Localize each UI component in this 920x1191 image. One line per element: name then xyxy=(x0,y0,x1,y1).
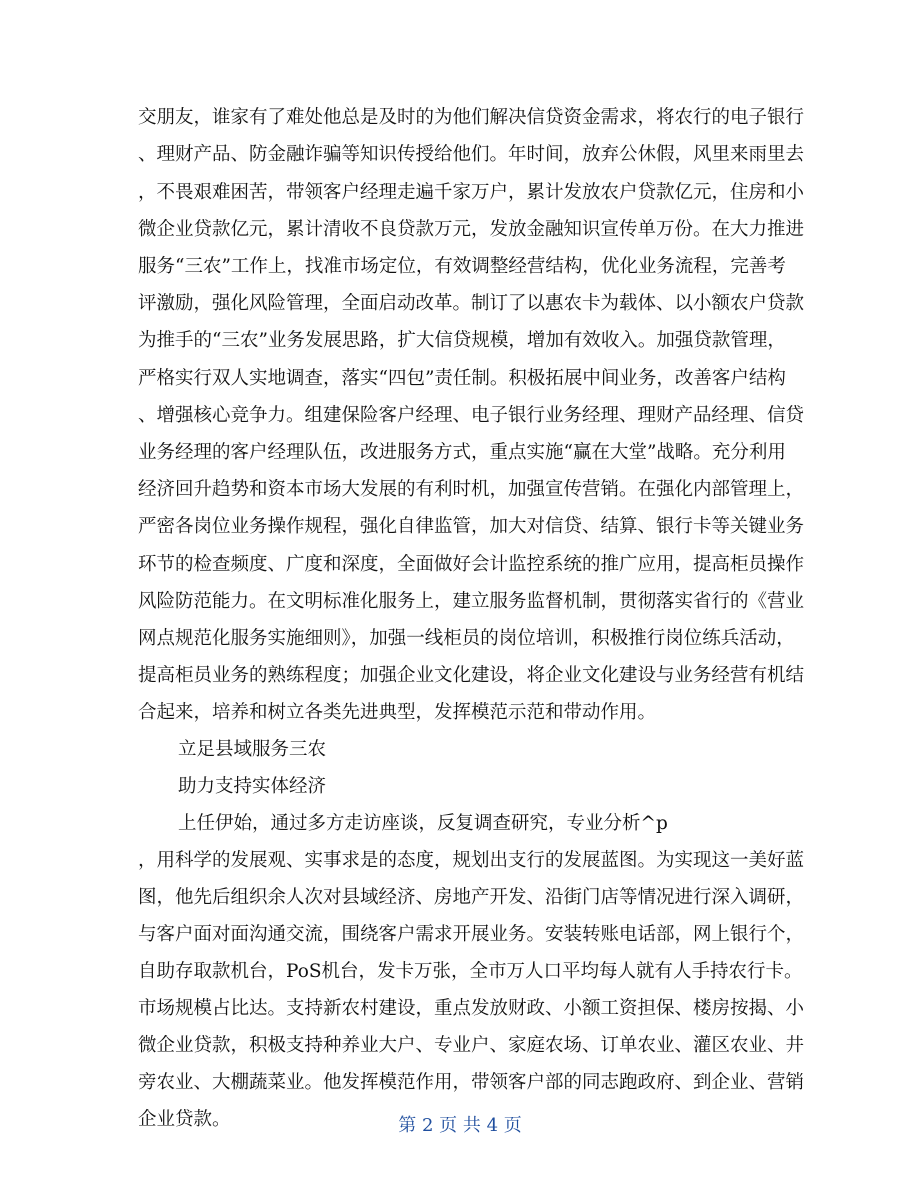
text-line-7: 为推手的“三农”业务发展思路，扩大信贷规模，增加有效收入。加强贷款管理， xyxy=(138,330,786,351)
text-line-24: 自助存取款机台，PoS机台，发卡万张，全市万人口平均每人就有人手持农行卡。 xyxy=(138,961,803,982)
text-line-3: ，不畏艰难困苦，带领客户经理走遍千家万户，累计发放农户贷款亿元，住房和小 xyxy=(138,182,805,203)
text-line-9: 、增强核心竞争力。组建保险客户经理、电子银行业务经理、理财产品经理、信贷 xyxy=(138,405,805,426)
text-line-14: 风险防范能力。在文明标准化服务上，建立服务监督机制，贯彻落实省行的《营业 xyxy=(138,591,805,612)
text-line-16: 提高柜员业务的熟练程度；加强企业文化建设，将企业文化建设与业务经营有机结 xyxy=(138,665,805,686)
text-line-10: 业务经理的客户经理队伍，改进服务方式，重点实施“赢在大堂”战略。充分利用 xyxy=(138,442,786,463)
text-line-6: 评激励，强化风险管理，全面启动改革。制订了以惠农卡为载体、以小额农户贷款 xyxy=(138,293,805,314)
text-line-27: 旁农业、大棚蔬菜业。他发挥模范作用，带领客户部的同志跑政府、到企业、营销 xyxy=(138,1072,805,1093)
text-line-20: 上任伊始，通过多方走访座谈，反复调查研究，专业分析^p xyxy=(178,813,668,834)
text-line-13: 环节的检查频度、广度和深度，全面做好会计监控系统的推广应用，提高柜员操作 xyxy=(138,554,805,575)
text-line-5: 服务“三农”工作上，找准市场定位，有效调整经营结构，优化业务流程，完善考 xyxy=(138,256,786,277)
text-line-25: 市场规模占比达。支持新农村建设，重点发放财政、小额工资担保、楼房按揭、小 xyxy=(138,998,805,1019)
text-line-23: 与客户面对面沟通交流，围绕客户需求开展业务。安装转账电话部，网上银行个， xyxy=(138,924,805,945)
text-line-2: 、理财产品、防金融诈骗等知识传授给他们。年时间，放弃公休假，风里来雨里去 xyxy=(138,144,805,165)
text-line-17: 合起来，培养和树立各类先进典型，发挥模范示范和带动作用。 xyxy=(138,702,657,723)
text-line-22: 图，他先后组织余人次对县域经济、房地产开发、沿街门店等情况进行深入调研， xyxy=(138,887,805,908)
text-line-28: 企业贷款。 xyxy=(138,1109,231,1130)
text-line-8: 严格实行双人实地调查，落实“四包”责任制。积极拓展中间业务，改善客户结构 xyxy=(138,368,786,389)
page-number-label: 第 2 页 共 4 页 xyxy=(398,1115,522,1136)
text-line-12: 严密各岗位业务操作规程，强化自律监管，加大对信贷、结算、银行卡等关键业务 xyxy=(138,516,805,537)
text-line-11: 经济回升趋势和资本市场大发展的有利时机，加强宣传营销。在强化内部管理上， xyxy=(138,479,805,500)
text-line-4: 微企业贷款亿元，累计清收不良贷款万元，发放金融知识宣传单万份。在大力推进 xyxy=(138,219,805,240)
text-line-21: ，用科学的发展观、实事求是的态度，规划出支行的发展蓝图。为实现这一美好蓝 xyxy=(138,850,805,871)
page-footer xyxy=(0,1114,920,1138)
section-heading-1: 立足县域服务三农 xyxy=(178,739,327,760)
text-line-26: 微企业贷款，积极支持种养业大户、专业户、家庭农场、订单农业、灌区农业、井 xyxy=(138,1035,805,1056)
text-line-1: 交朋友，谁家有了难处他总是及时的为他们解决信贷资金需求，将农行的电子银行 xyxy=(138,107,805,128)
text-line-15: 网点规范化服务实施细则》，加强一线柜员的岗位培训，积极推行岗位练兵活动， xyxy=(138,628,795,649)
section-heading-2: 助力支持实体经济 xyxy=(178,776,327,797)
